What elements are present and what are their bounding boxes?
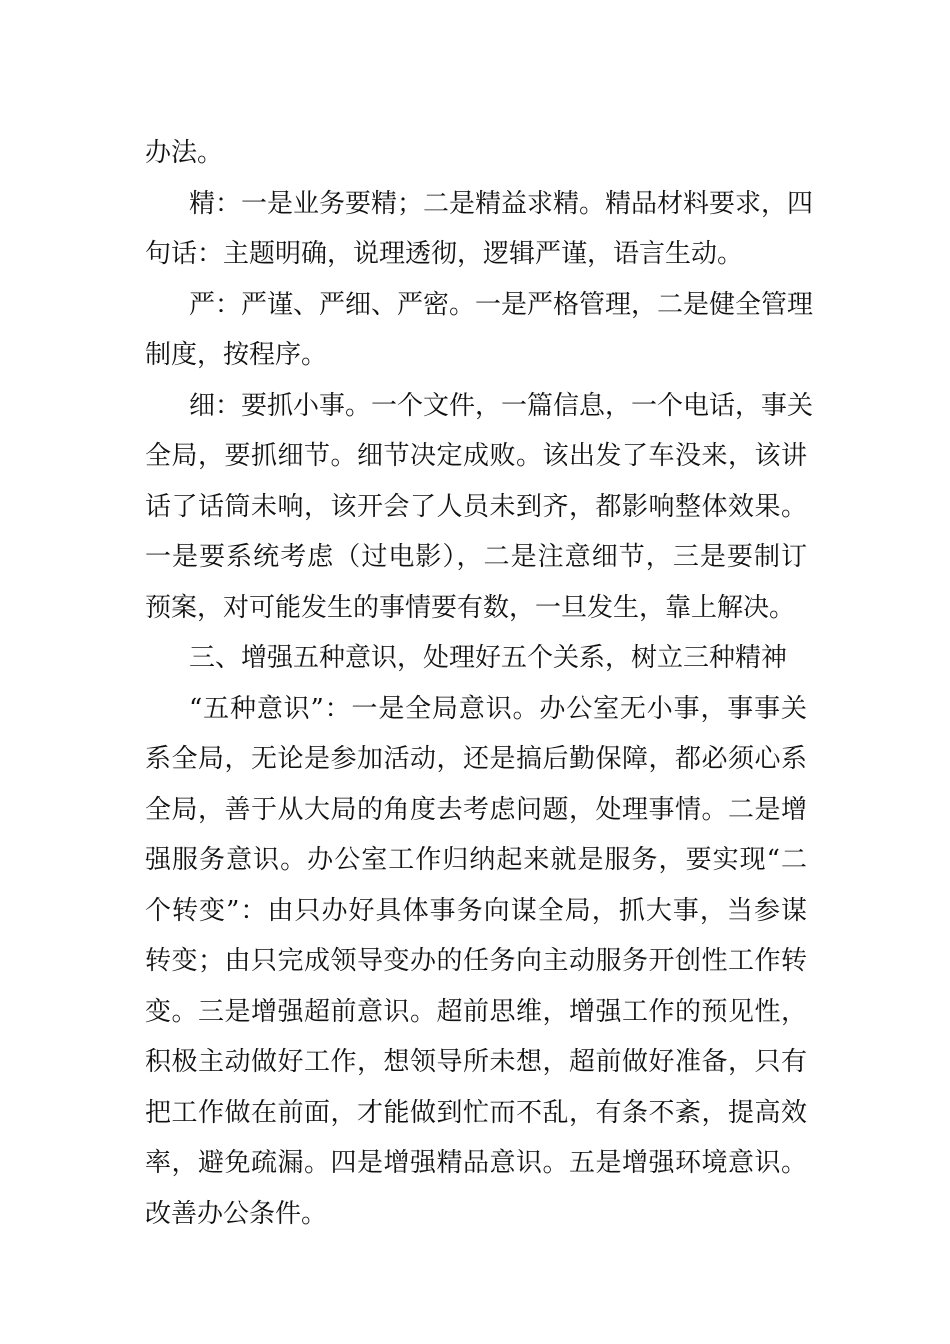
paragraph-yishi-line-8: 积极主动做好工作，想领导所未想，超前做好准备，只有 xyxy=(145,1047,807,1077)
paragraph-xi-line-5: 预案，对可能发生的事情要有数，一旦发生，靠上解决。 xyxy=(145,592,796,623)
paragraph-xi-line-1: 细：要抓小事。一个文件，一篇信息，一个电话，事关 xyxy=(189,390,814,421)
paragraph-yishi-line-11: 改善办公条件。 xyxy=(145,1198,328,1229)
section-heading: 三、增强五种意识，处理好五个关系，树立三种精神 xyxy=(189,643,788,673)
paragraph-yan-line-1: 严：严谨、严细、严密。一是严格管理，二是健全管理 xyxy=(189,289,814,320)
paragraph-yishi-line-2: 系全局，无论是参加活动，还是搞后勤保障，都必须心系 xyxy=(145,744,807,774)
paragraph-yishi-line-1: “五种意识”：一是全局意识。办公室无小事，事事关 xyxy=(189,693,807,724)
paragraph-yishi-line-5: 个转变”：由只办好具体事务向谋全局，抓大事，当参谋 xyxy=(145,895,807,926)
paragraph-yishi-line-10: 率，避免疏漏。四是增强精品意识。五是增强环境意识。 xyxy=(145,1148,807,1178)
paragraph-xi-line-2: 全局，要抓细节。细节决定成败。该出发了车没来，该讲 xyxy=(145,441,807,471)
paragraph-yishi-line-7: 变。三是增强超前意识。超前思维，增强工作的预见性， xyxy=(145,996,807,1027)
paragraph-jing-line-2: 句话：主题明确，说理透彻，逻辑严谨，语言生动。 xyxy=(145,239,744,269)
paragraph-xi-line-3: 话了话筒未响，该开会了人员未到齐，都影响整体效果。 xyxy=(145,491,807,522)
document-body xyxy=(145,128,814,1239)
paragraph-yishi-line-3: 全局，善于从大局的角度去考虑问题，处理事情。二是增 xyxy=(145,794,807,825)
paragraph-xi-line-4: 一是要系统考虑（过电影），二是注意细节，三是要制订 xyxy=(145,542,807,572)
paragraph-yishi-line-6: 转变；由只完成领导变办的任务向主动服务开创性工作转 xyxy=(145,946,807,976)
paragraph-yishi-line-9: 把工作做在前面，才能做到忙而不乱，有条不紊，提高效 xyxy=(145,1097,807,1128)
paragraph-yishi-line-4: 强服务意识。办公室工作归纳起来就是服务，要实现“二 xyxy=(145,845,807,875)
paragraph-jing-line-1: 精：一是业务要精；二是精益求精。精品材料要求，四 xyxy=(189,188,814,219)
paragraph-yan-line-2: 制度，按程序。 xyxy=(145,340,328,370)
text-line: 办法。 xyxy=(145,138,224,168)
